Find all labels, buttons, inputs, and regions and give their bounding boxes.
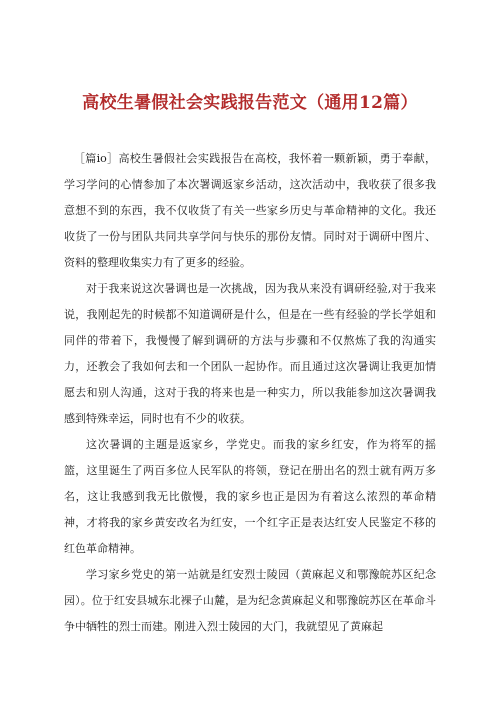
- document-title: 高校生暑假社会实践报告范文（通用12篇）: [82, 93, 418, 114]
- document-body: [64, 146, 436, 640]
- paragraph: 这次暑调的主题是返家乡，学党史。而我的家乡红安，作为将军的摇篮，这里诞生了两百多位人民军队的将领，登记在册出名的烈士就有两万多名，这让我感到我无比傲慢，我的家乡也正是因为有着这么浓烈的革命精神，才将我的家乡黄安改名为红安，一个红字正是表达红安人民鉴定不移的红色革命精神。: [64, 438, 436, 555]
- paragraph: 学习家乡党史的第一站就是红安烈士陵园（黄麻起义和鄂豫皖苏区纪念园）。位于红安县城东北裸子山麓，是为纪念黄麻起义和鄂豫皖苏区在革命斗争中牺牲的烈士而建。刚进入烈士陵园的大门，我就望见了黄麻起: [64, 568, 436, 633]
- paragraph: ［篇io］高校生暑假社会实践报告在高校，我怀着一颗新颖，勇于奉献，学习学问的心情参加了本次署调返家乡活动，这次活动中，我收获了很多我意想不到的东西，我不仅收货了有关一些家乡历史与革命精神的文化。我还收货了一份与团队共同共享学问与快乐的那份友情。同时对于调研中图片、资料的整理收集实力有了更多的经验。: [64, 152, 436, 269]
- paragraph: 对于我来说这次暑调也是一次挑战，因为我从来没有调研经验,对于我来说，我刚起先的时候都不知道调研是什么，但是在一些有经验的学长学姐和同伴的带着下，我慢慢了解到调研的方法与步骤和不仅熬炼了我的沟通实力，还教会了我如何去和一个团队一起协作。而且通过这次暑调让我更加情愿去和别人沟通，这对于我的将来也是一种实力，所以我能参加这次暑调我感到特殊幸运，同时也有不少的收获。: [64, 282, 436, 425]
